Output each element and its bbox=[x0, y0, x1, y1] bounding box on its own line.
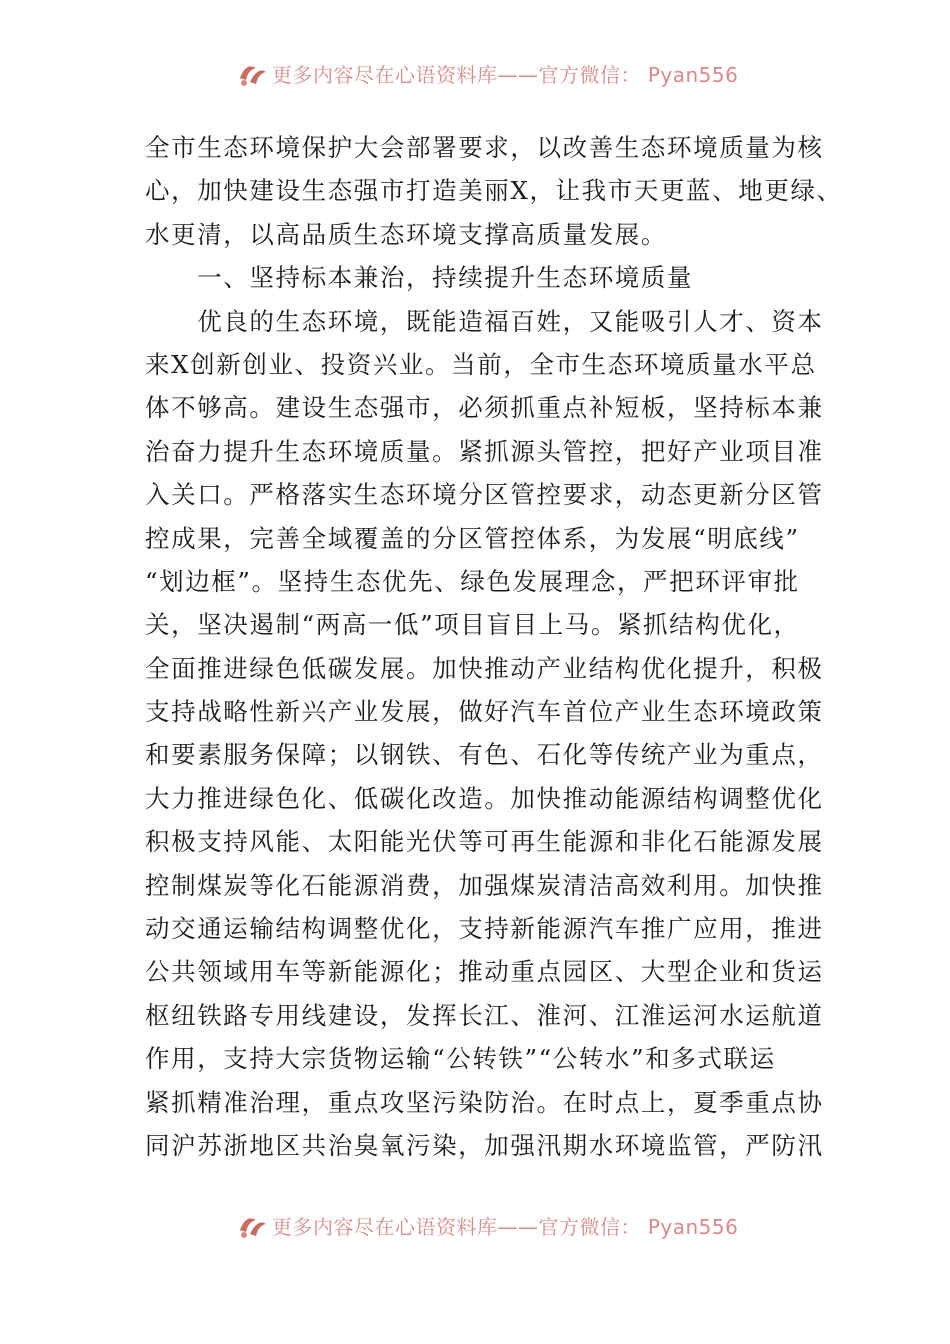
text-line: 来X创新创业、投资兴业。当前，全市生态环境质量水平总 bbox=[145, 349, 817, 379]
section-heading: 一、坚持标本兼治，持续提升生态环境质量 bbox=[145, 263, 694, 293]
text-line: 大力推进绿色化、低碳化改造。加快推动能源结构调整优化 bbox=[145, 783, 824, 813]
text-line: 同沪苏浙地区共治臭氧污染，加强汛期水环境监管，严防汛 bbox=[145, 1130, 824, 1160]
text-line: 治奋力提升生态环境质量。紧抓源头管控，把好产业项目准 bbox=[145, 436, 824, 466]
text-line: 作用，支持大宗货物运输“公转铁”“公转水”和多式联运 bbox=[145, 1044, 776, 1074]
text-line: 优良的生态环境，既能造福百姓，又能吸引人才、资本 bbox=[145, 306, 824, 336]
text-line: 公共领域用车等新能源化；推动重点园区、大型企业和货运 bbox=[145, 957, 824, 987]
header-watermark-text: 更多内容尽在心语资料库——官方微信： Pyan556 bbox=[272, 63, 739, 87]
footer-watermark bbox=[0, 1204, 950, 1244]
text-line: 心，加快建设生态强市打造美丽X，让我市天更蓝、地更绿、 bbox=[145, 176, 843, 206]
header-watermark bbox=[0, 52, 950, 92]
text-line: 控制煤炭等化石能源消费，加强煤炭清洁高效利用。加快推 bbox=[145, 870, 824, 900]
footer-watermark-text: 更多内容尽在心语资料库——官方微信： Pyan556 bbox=[272, 1215, 739, 1239]
text-line: 和要素服务保障；以钢铁、有色、石化等传统产业为重点， bbox=[145, 740, 824, 770]
text-line: 入关口。严格落实生态环境分区管控要求，动态更新分区管 bbox=[145, 480, 824, 510]
document-body bbox=[145, 126, 845, 1167]
text-line: “划边框”。坚持生态优先、绿色发展理念，严把环评审批 bbox=[145, 566, 800, 596]
text-line: 动交通运输结构调整优化，支持新能源汽车推广应用，推进 bbox=[145, 914, 824, 944]
text-line: 紧抓精准治理，重点攻坚污染防治。在时点上，夏季重点协 bbox=[145, 1087, 824, 1117]
text-line: 全市生态环境保护大会部署要求，以改善生态环境质量为核 bbox=[145, 133, 824, 162]
text-line: 支持战略性新兴产业发展，做好汽车首位产业生态环境政策 bbox=[145, 697, 824, 727]
text-line: 枢纽铁路专用线建设，发挥长江、淮河、江淮运河水运航道 bbox=[145, 1000, 824, 1030]
text-line: 体不够高。建设生态强市，必须抓重点补短板，坚持标本兼 bbox=[145, 393, 824, 423]
text-line: 关，坚决遏制“两高一低”项目盲目上马。紧抓结构优化， bbox=[145, 610, 800, 640]
text-line: 全面推进绿色低碳发展。加快推动产业结构优化提升，积极 bbox=[145, 653, 824, 683]
text-line: 水更清，以高品质生态环境支撑高质量发展。 bbox=[145, 219, 667, 249]
logo-icon bbox=[236, 58, 268, 88]
text-line: 控成果，完善全域覆盖的分区管控体系，为发展“明底线” bbox=[145, 523, 800, 553]
logo-icon bbox=[236, 1210, 268, 1240]
text-line: 积极支持风能、太阳能光伏等可再生能源和非化石能源发展 bbox=[145, 827, 824, 857]
